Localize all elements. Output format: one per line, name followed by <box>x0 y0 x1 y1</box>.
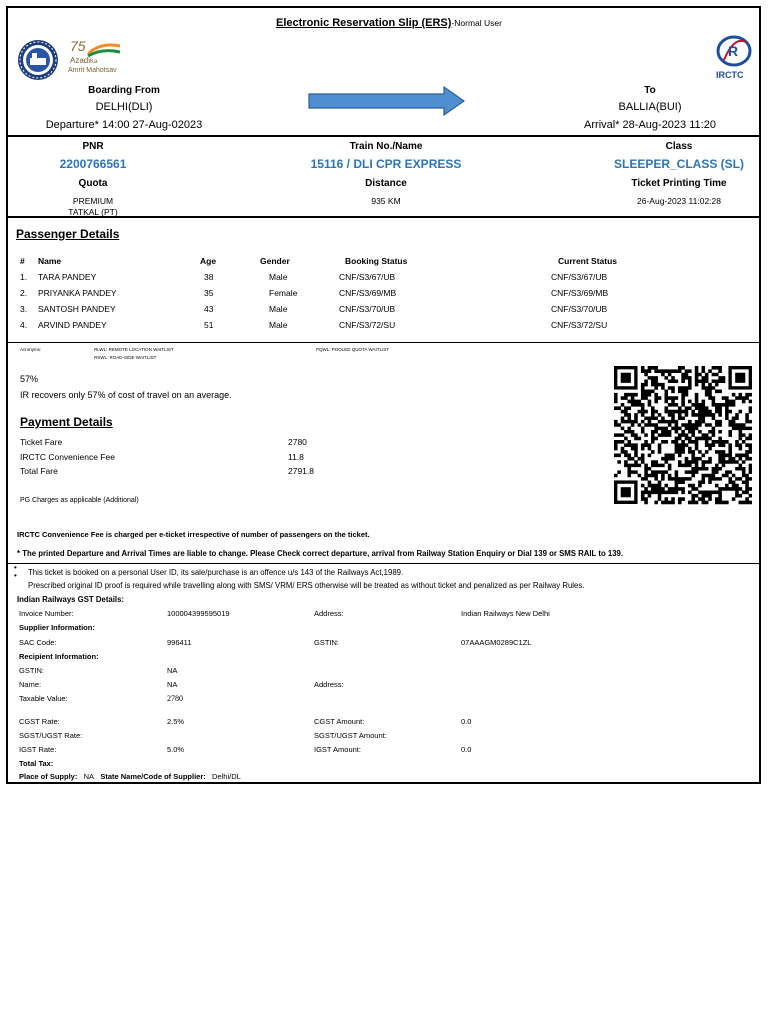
passenger-current-status: CNF/S3/69/MB <box>551 288 609 298</box>
passenger-name: TARA PANDEY <box>38 272 97 282</box>
col-header-gender: Gender <box>260 256 290 266</box>
recovery-text: IR recovers only 57% of cost of travel on an average. <box>20 390 232 400</box>
passenger-booking-status: CNF/S3/67/UB <box>339 272 396 282</box>
taxable-value: 2780 <box>167 694 183 703</box>
cgst-amount-label: CGST Amount: <box>314 717 365 726</box>
place-of-supply-row <box>19 772 241 781</box>
convenience-fee-value: 11.8 <box>288 452 304 462</box>
col-header-booking-status: Booking Status <box>345 256 408 266</box>
quota-line-2: TATKAL (PT) <box>68 207 118 217</box>
id-proof-note: Prescribed original ID proof is required while travelling along with SMS/ VRM/ ERS otherwise will be treated as without ticket and penalized as per Railway Rules. <box>28 581 585 590</box>
quota-line-1: PREMIUM <box>72 196 114 206</box>
address-value: Indian Railways New Delhi <box>461 609 550 618</box>
col-header-name: Name <box>38 256 62 266</box>
pnr-label: PNR <box>82 141 104 152</box>
azadi-logo-ka: Ka <box>90 59 98 65</box>
acronym-rswl: RSWL: ROAD-SIDE WAITLIST <box>94 355 157 360</box>
state-code-label: State Name/Code of Supplier: <box>100 772 206 781</box>
irctc-logo <box>714 32 754 84</box>
igst-rate-value: 5.0% <box>167 745 185 754</box>
cgst-rate-label: CGST Rate: <box>19 717 60 726</box>
passenger-name: SANTOSH PANDEY <box>38 304 116 314</box>
passenger-number: 3. <box>20 304 28 314</box>
recipient-address-label: Address: <box>314 680 344 689</box>
passenger-gender: Male <box>269 272 288 282</box>
supplier-heading: Supplier Information: <box>19 623 95 632</box>
gstin-value: 07AAAGM0289C1ZL <box>461 638 532 647</box>
cgst-amount-value: 0.0 <box>461 717 472 726</box>
indian-railways-logo <box>16 38 60 82</box>
slip-title: Electronic Reservation Slip (ERS) <box>276 17 452 29</box>
igst-amount-label: IGST Amount: <box>314 745 361 754</box>
passenger-number: 1. <box>20 272 28 282</box>
col-header-current-status: Current Status <box>558 256 618 266</box>
journey-arrow-icon <box>308 86 466 116</box>
sgst-amount-label: SGST/UGST Amount: <box>314 731 387 740</box>
passenger-number: 4. <box>20 320 28 330</box>
passenger-booking-status: CNF/S3/70/UB <box>339 304 396 314</box>
azadi-logo-word: Azadi <box>70 56 91 65</box>
passenger-booking-status: CNF/S3/69/MB <box>339 288 397 298</box>
acronyms-label: Acronyms: <box>20 347 42 352</box>
passenger-gender: Male <box>269 304 288 314</box>
address-label: Address: <box>314 609 344 618</box>
arrival-time: Arrival* 28-Aug-2023 11:20 <box>584 119 716 131</box>
total-fare-label: Total Fare <box>20 466 58 476</box>
convenience-fee-label: IRCTC Convenience Fee <box>20 452 115 462</box>
flag-swoosh-icon <box>86 42 122 58</box>
recipient-name-value: NA <box>167 680 178 689</box>
recipient-gstin-label: GSTIN: <box>19 666 45 675</box>
pg-charges-note: PG Charges as applicable (Additional) <box>20 497 139 504</box>
cgst-rate-value: 2.5% <box>167 717 185 726</box>
place-of-supply-value: NA <box>83 772 95 781</box>
timing-note: * The printed Departure and Arrival Times are liable to change. Please Check correct departure, arrival from Railway Station Enquiry or Dial 139 or SMS RAIL to 139. <box>17 549 624 558</box>
gst-heading: Indian Railways GST Details: <box>17 595 125 604</box>
recipient-heading: Recipient Information: <box>19 652 99 661</box>
slip-title-row <box>276 13 502 31</box>
divider <box>8 563 759 564</box>
ticket-fare-value: 2780 <box>288 437 307 447</box>
passenger-booking-status: CNF/S3/72/SU <box>339 320 396 330</box>
passenger-current-status: CNF/S3/67/UB <box>551 272 608 282</box>
passenger-age: 51 <box>204 320 214 330</box>
class-label: Class <box>665 141 693 152</box>
table-row <box>8 304 748 320</box>
personal-id-note: This ticket is booked on a personal User ID, its sale/purchase is an offence u/s 143 of the Railways Act,1989. <box>28 568 404 577</box>
departure-time: Departure* 14:00 27-Aug-02023 <box>45 119 203 131</box>
igst-rate-label: IGST Rate: <box>19 745 57 754</box>
invoice-value: 100004399595019 <box>167 609 230 618</box>
sac-label: SAC Code: <box>19 638 57 647</box>
passenger-name: ARVIND PANDEY <box>38 320 107 330</box>
convenience-fee-note: IRCTC Convenience Fee is charged per e-ticket irrespective of number of passengers on the ticket. <box>17 530 370 539</box>
passenger-age: 43 <box>204 304 214 314</box>
slip-subtitle: -Normal User <box>451 18 502 28</box>
bullet-icon: • <box>14 571 17 580</box>
irctc-logo-text: IRCTC <box>716 70 744 80</box>
igst-amount-value: 0.0 <box>461 745 472 754</box>
qr-code <box>614 366 752 506</box>
sac-value: 996411 <box>167 638 192 647</box>
passenger-gender: Female <box>269 288 298 298</box>
table-row <box>8 288 748 304</box>
passenger-age: 35 <box>204 288 214 298</box>
acronym-pqwl: PQWL: POOLED QUOTA WAITLIST <box>316 347 390 352</box>
place-of-supply-label: Place of Supply: <box>19 772 78 781</box>
payment-heading: Payment Details <box>20 415 113 429</box>
train-label: Train No./Name <box>349 141 423 152</box>
to-label: To <box>644 85 656 96</box>
divider <box>8 135 759 137</box>
passenger-gender: Male <box>269 320 288 330</box>
recipient-name-label: Name: <box>19 680 42 689</box>
passenger-heading: Passenger Details <box>16 227 120 241</box>
print-time-label: Ticket Printing Time <box>631 178 727 189</box>
passenger-current-status: CNF/S3/70/UB <box>551 304 608 314</box>
gstin-label: GSTIN: <box>314 638 340 647</box>
invoice-label: Invoice Number: <box>19 609 74 618</box>
ticket-fare-label: Ticket Fare <box>20 437 63 447</box>
total-tax-label: Total Tax: <box>19 759 54 768</box>
bullet-icon: • <box>14 563 17 572</box>
azadi-logo <box>66 38 128 82</box>
col-header-number: # <box>20 256 25 266</box>
distance-label: Distance <box>365 178 407 189</box>
distance-value: 935 KM <box>371 196 401 206</box>
divider <box>8 342 759 343</box>
sgst-rate-label: SGST/UGST Rate: <box>19 731 83 740</box>
irctc-emblem-icon <box>714 32 754 70</box>
table-row <box>8 320 748 336</box>
svg-text:R: R <box>728 43 739 59</box>
pnr-value: 2200766561 <box>59 157 127 171</box>
print-time-value: 26-Aug-2023 11:02:28 <box>637 196 721 206</box>
azadi-logo-mahotsav: Amrit Mahotsav <box>68 67 117 74</box>
passenger-current-status: CNF/S3/72/SU <box>551 320 608 330</box>
table-row <box>8 272 748 288</box>
ers-slip <box>6 6 761 784</box>
state-code-value: Delhi/DL <box>212 772 241 781</box>
acronym-rlwl: RLWL: REMOTE LOCATION WAITLIST <box>94 347 174 352</box>
passenger-name: PRIYANKA PANDEY <box>38 288 117 298</box>
passenger-age: 38 <box>204 272 214 282</box>
train-value: 15116 / DLI CPR EXPRESS <box>310 157 462 171</box>
recovery-percent: 57% <box>20 374 39 384</box>
class-value: SLEEPER_CLASS (SL) <box>613 157 745 171</box>
total-fare-value: 2791.8 <box>288 466 314 476</box>
boarding-from-label: Boarding From <box>88 85 160 96</box>
recipient-gstin-value: NA <box>167 666 178 675</box>
passenger-number: 2. <box>20 288 28 298</box>
divider <box>8 216 759 218</box>
taxable-value-label: Taxable Value: <box>19 694 68 703</box>
col-header-age: Age <box>200 256 217 266</box>
azadi-logo-number: 75 <box>70 38 86 54</box>
quota-label: Quota <box>78 178 108 189</box>
boarding-station: DELHI(DLI) <box>95 101 153 113</box>
destination-station: BALLIA(BUI) <box>618 101 682 113</box>
